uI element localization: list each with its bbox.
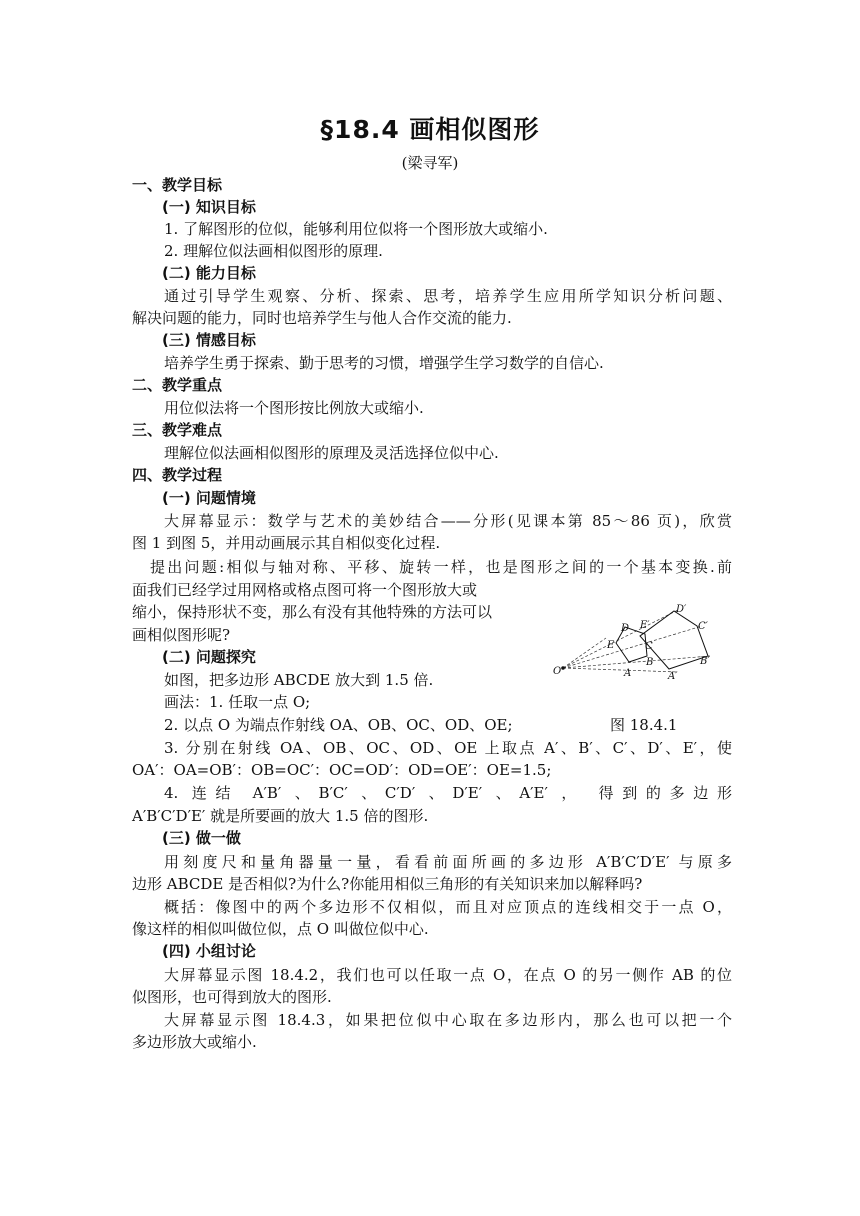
method-step-4-line-2: A′B′C′D′E′ 就是所要画的放大 1.5 倍的图形. — [132, 807, 429, 825]
knowledge-item-1: 1. 了解图形的位似，能够利用位似将一个图形放大或缩小. — [164, 220, 548, 238]
page-title: §18.4 画相似图形 — [320, 115, 540, 144]
figure-caption: 图 18.4.1 — [610, 716, 678, 734]
discussion-text-line-3: 大屏幕显示图 18.4.3，如果把位似中心取在多边形内，那么也可以把一个 — [164, 1011, 732, 1029]
method-step-3-line-2: OA′：OA=OB′：OB=OC′：OC=OD′：OD=OE′：OE=1.5; — [132, 761, 552, 779]
discussion-text-line-1: 大屏幕显示图 18.4.2，我们也可以任取一点 O，在点 O 的另一侧作 AB 的位 — [164, 966, 732, 984]
author-line: (梁寻军) — [401, 154, 459, 172]
subheading-emotion: (三) 情感目标 — [162, 331, 256, 349]
method-step-2: 2. 以点 O 为端点作射线 OA、OB、OC、OD、OE; — [164, 716, 513, 734]
label-d: D — [621, 623, 630, 634]
method-step-3-line-1: 3. 分别在射线 OA、OB、OC、OD、OE 上取点 A′、B′、C′、D′、E′，使 — [164, 739, 732, 757]
discussion-text-line-4: 多边形放大或缩小. — [132, 1033, 257, 1051]
summary-text-line-1: 概括：像图中的两个多边形不仅相似，而且对应顶点的连线相交于一点 O， — [164, 898, 732, 916]
ability-text-line-1: 通过引导学生观察、分析、探索、思考，培养学生应用所学知识分析问题、 — [164, 287, 732, 305]
question-text-line-1: 提出问题:相似与轴对称、平移、旋转一样，也是图形之间的一个基本变换.前 — [150, 558, 732, 576]
label-e: E — [607, 640, 615, 651]
summary-text-line-2: 像这样的相似叫做位似，点 O 叫做位似中心. — [132, 920, 429, 938]
situation-text-line-2: 图 1 到图 5，并用动画展示其自相似变化过程. — [132, 534, 441, 552]
key-points-text: 用位似法将一个图形按比例放大或缩小. — [164, 399, 424, 417]
homothety-figure — [548, 598, 728, 684]
subheading-ability: (二) 能力目标 — [162, 264, 256, 282]
center-point-o — [561, 666, 565, 670]
label-b: B — [646, 657, 654, 668]
discussion-text-line-2: 似图形，也可得到放大的图形. — [132, 988, 332, 1006]
try-it-text-line-2: 边形 ABCDE 是否相似?为什么?你能用相似三角形的有关知识来加以解释吗? — [132, 875, 643, 893]
subheading-exploration: (二) 问题探究 — [162, 648, 256, 666]
label-b-prime: B′ — [700, 656, 710, 667]
question-text-line-3: 缩小，保持形状不变，那么有没有其他特殊的方法可以 — [132, 603, 493, 621]
label-c: C — [645, 641, 653, 652]
question-text-line-4: 画相似图形呢? — [132, 626, 231, 644]
subheading-try-it: (三) 做一做 — [162, 829, 241, 847]
section-heading-objectives: 一、教学目标 — [132, 176, 223, 194]
exploration-intro: 如图，把多边形 ABCDE 放大到 1.5 倍. — [164, 671, 434, 689]
emotion-text: 培养学生勇于探索、勤于思考的习惯，增强学生学习数学的自信心. — [164, 354, 604, 372]
difficulties-text: 理解位似法画相似图形的原理及灵活选择位似中心. — [164, 444, 499, 462]
try-it-text-line-1: 用刻度尺和量角器量一量，看看前面所画的多边形 A′B′C′D′E′ 与原多 — [164, 853, 732, 871]
method-step-4-line-1: 4. 连结 A′B′ 、B′C′ 、C′D′ 、D′E′ 、A′E′ ， 得到的多边形 — [164, 784, 732, 802]
ability-text-line-2: 解决问题的能力，同时也培养学生与他人合作交流的能力. — [132, 309, 512, 327]
label-d-prime: D′ — [676, 604, 687, 615]
label-a: A — [624, 668, 632, 679]
method-step-1: 画法：1. 任取一点 O; — [164, 693, 311, 711]
section-heading-process: 四、教学过程 — [132, 466, 223, 484]
situation-text-line-1: 大屏幕显示：数学与艺术的美妙结合——分形(见课本第 85～86 页)，欣赏 — [164, 512, 732, 530]
label-o: O — [553, 666, 562, 677]
label-a-prime: A′ — [668, 671, 678, 682]
section-heading-key-points: 二、教学重点 — [132, 376, 223, 394]
subheading-situation: (一) 问题情境 — [162, 489, 256, 507]
section-heading-difficulties: 三、教学难点 — [132, 421, 223, 439]
label-c-prime: C′ — [698, 621, 708, 632]
knowledge-item-2: 2. 理解位似法画相似图形的原理. — [164, 242, 383, 260]
question-text-line-2: 面我们已经学过用网格或格点图可将一个图形放大或 — [132, 581, 478, 599]
label-e-prime: E′ — [640, 620, 650, 631]
subheading-knowledge: (一) 知识目标 — [162, 198, 256, 216]
subheading-discussion: (四) 小组讨论 — [162, 942, 256, 960]
